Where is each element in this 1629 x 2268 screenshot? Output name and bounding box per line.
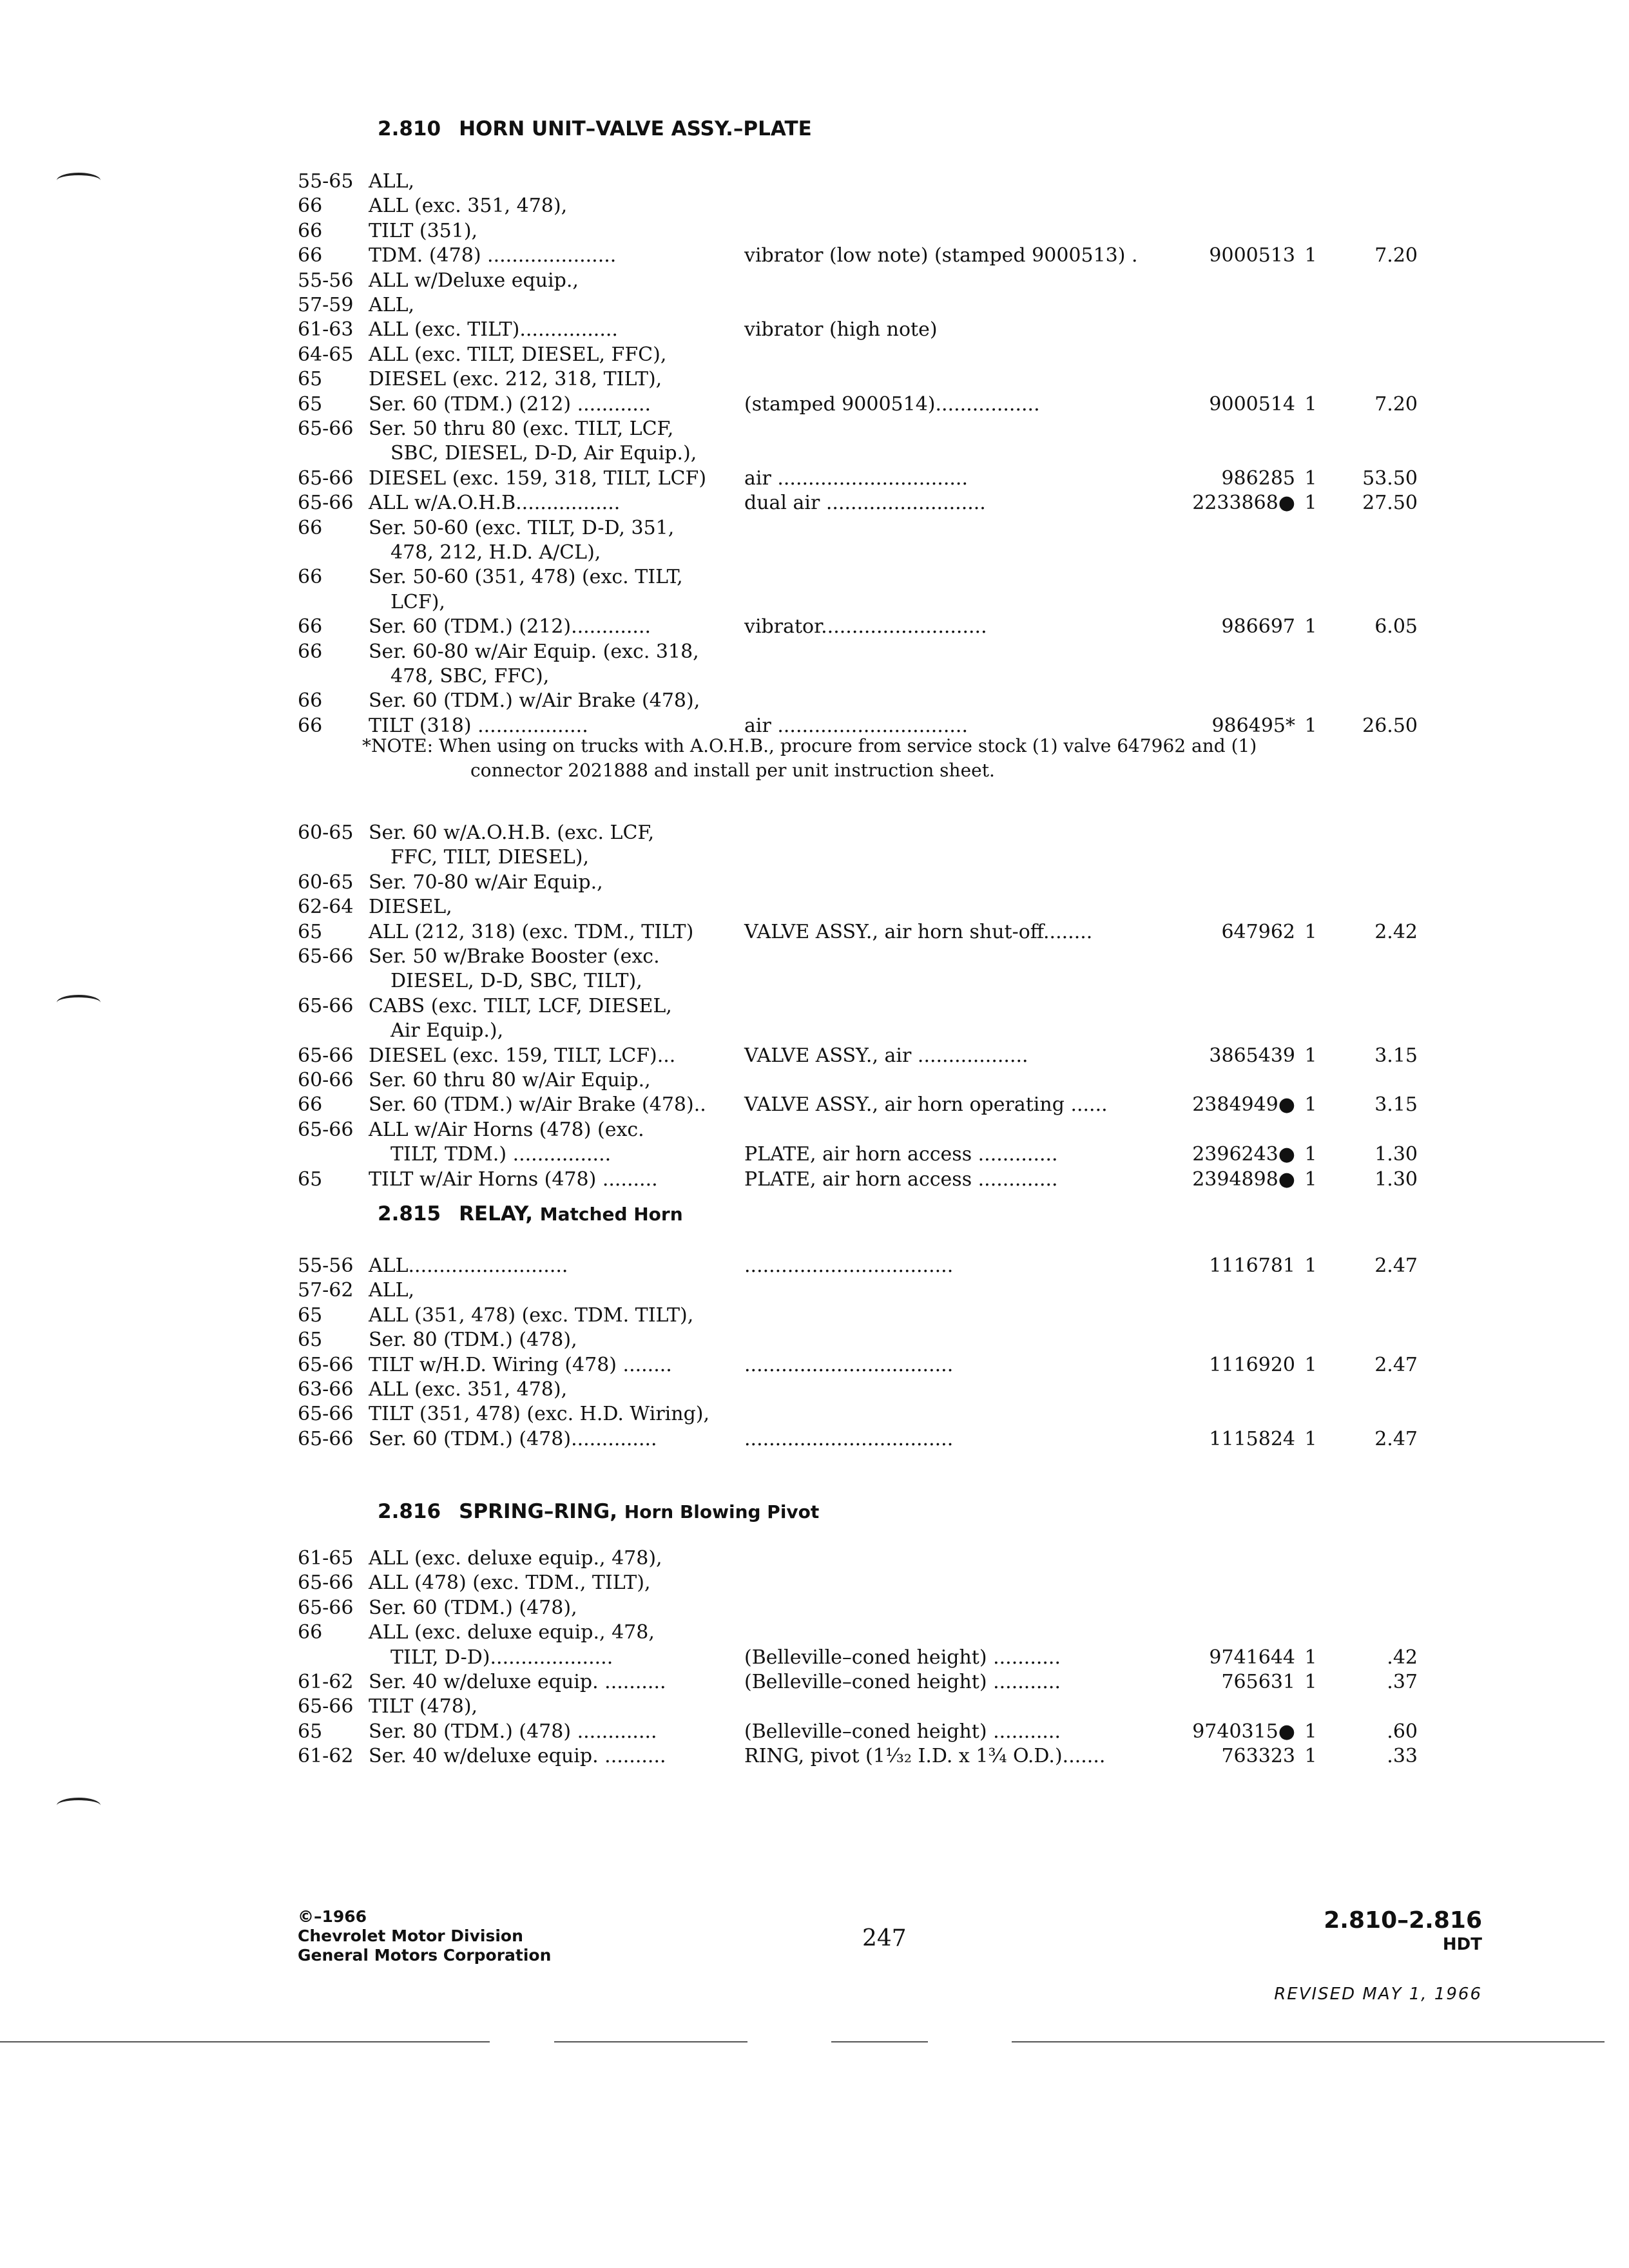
- description-cell: ..................................: [744, 1353, 954, 1376]
- price-cell: 6.05: [1374, 615, 1418, 639]
- table-row: [0, 318, 1629, 342]
- table-row: [0, 1168, 1629, 1192]
- years-cell: 65: [298, 1720, 323, 1743]
- divider: [0, 2041, 490, 2042]
- table-row: [0, 516, 1629, 541]
- years-cell: 66: [298, 689, 323, 713]
- table-row: [0, 491, 1629, 515]
- table-row: [0, 1254, 1629, 1278]
- description-cell: (Belleville–coned height) ...........: [744, 1671, 1061, 1693]
- description-cell: RING, pivot (1¹⁄₃₂ I.D. x 1³⁄₄ O.D.).......: [744, 1745, 1106, 1768]
- application-cell: Ser. 60 (TDM.) (478)..............: [369, 1427, 657, 1450]
- years-cell: 65-66: [298, 1596, 354, 1619]
- part-number-cell: 9000514: [1209, 392, 1295, 416]
- years-cell: 65-66: [298, 1044, 354, 1067]
- years-cell: 65-66: [298, 1571, 354, 1595]
- table-row: [0, 194, 1629, 218]
- application-cell: ALL (exc. deluxe equip., 478,: [369, 1621, 655, 1644]
- years-cell: 65-66: [298, 1695, 354, 1718]
- table-row: [0, 1646, 1629, 1670]
- description-cell: ..................................: [744, 1427, 954, 1450]
- years-cell: 65: [298, 1329, 323, 1352]
- table-row: [0, 1303, 1629, 1328]
- application-cell: Ser. 60 (TDM.) (212) ............: [369, 392, 651, 416]
- quantity-cell: 1: [1304, 492, 1317, 515]
- part-number-cell: 986495*: [1211, 714, 1295, 737]
- application-cell: Ser. 50 thru 80 (exc. TILT, LCF,: [369, 418, 674, 440]
- table-row: [0, 1118, 1629, 1142]
- application-cell: SBC, DIESEL, D-D, Air Equip.),: [390, 442, 697, 465]
- application-cell: Ser. 60 (TDM.) (212).............: [369, 615, 651, 639]
- quantity-cell: 1: [1304, 1168, 1317, 1191]
- table-row: [0, 1720, 1629, 1744]
- years-cell: 65-66: [298, 994, 354, 1017]
- revised-date: REVISED MAY 1, 1966: [1274, 1984, 1482, 2004]
- table-row: [0, 466, 1629, 491]
- part-number-cell: 1115824: [1209, 1427, 1295, 1450]
- table-row: [0, 1019, 1629, 1043]
- part-number-cell: 2233868●: [1192, 492, 1295, 515]
- table-row: [0, 895, 1629, 919]
- table-row: [0, 689, 1629, 713]
- section-number: 2.810: [378, 117, 441, 140]
- divider: [831, 2041, 928, 2042]
- application-cell: DIESEL (exc. 159, TILT, LCF)...: [369, 1044, 676, 1067]
- application-cell: ALL (351, 478) (exc. TDM. TILT),: [369, 1303, 694, 1327]
- division: Chevrolet Motor Division: [298, 1927, 523, 1945]
- table-row: [0, 1093, 1629, 1117]
- table-row: [0, 1378, 1629, 1402]
- application-cell: DIESEL,: [369, 896, 452, 919]
- quantity-cell: 1: [1304, 244, 1317, 267]
- table-row: [0, 969, 1629, 994]
- years-cell: 66: [298, 219, 323, 242]
- application-cell: 478, SBC, FFC),: [390, 665, 550, 687]
- application-cell: TILT, D-D)....................: [390, 1646, 613, 1669]
- quantity-cell: 1: [1304, 920, 1317, 943]
- application-cell: TILT (478),: [369, 1695, 478, 1718]
- years-cell: 57-59: [298, 294, 354, 316]
- application-cell: FFC, TILT, DIESEL),: [390, 846, 590, 869]
- years-cell: 65: [298, 1303, 323, 1327]
- years-cell: 55-65: [298, 170, 354, 193]
- divider: [554, 2041, 747, 2042]
- table-row: [0, 615, 1629, 639]
- section-range: 2.810–2.816: [1324, 1907, 1482, 1934]
- table-row: [0, 845, 1629, 870]
- quantity-cell: 1: [1304, 714, 1317, 737]
- years-cell: 64-65: [298, 343, 354, 366]
- application-cell: DIESEL (exc. 212, 318, TILT),: [369, 368, 662, 391]
- quantity-cell: 1: [1304, 1044, 1317, 1067]
- table-row: [0, 441, 1629, 466]
- quantity-cell: 1: [1304, 1646, 1317, 1669]
- description-cell: dual air ..........................: [744, 492, 986, 515]
- years-cell: 61-65: [298, 1547, 354, 1570]
- part-number-cell: 986285: [1221, 466, 1295, 490]
- price-cell: 2.42: [1374, 920, 1418, 943]
- application-cell: Ser. 50 w/Brake Booster (exc.: [369, 945, 660, 968]
- application-cell: ALL w/Deluxe equip.,: [369, 269, 579, 292]
- years-cell: 65-66: [298, 1427, 354, 1450]
- application-cell: Air Equip.),: [390, 1019, 504, 1043]
- table-row: [0, 269, 1629, 293]
- table-row: [0, 1670, 1629, 1695]
- years-cell: 66: [298, 640, 323, 663]
- years-cell: 55-56: [298, 1254, 354, 1277]
- part-number-cell: 986697: [1221, 615, 1295, 639]
- description-cell: vibrator (high note): [744, 318, 938, 341]
- application-cell: DIESEL, D-D, SBC, TILT),: [390, 970, 642, 993]
- years-cell: 61-62: [298, 1671, 354, 1693]
- application-cell: ALL..........................: [369, 1254, 568, 1277]
- years-cell: 66: [298, 1093, 323, 1117]
- description-cell: air ...............................: [744, 466, 968, 490]
- description-cell: VALVE ASSY., air horn operating ......: [744, 1093, 1108, 1117]
- table-row: [0, 392, 1629, 417]
- application-cell: ALL (212, 318) (exc. TDM., TILT): [369, 920, 694, 943]
- parts-note: *NOTE: When using on trucks with A.O.H.B., procure from service stock (1) valve 647962 and (1): [362, 735, 1257, 756]
- table-row: [0, 565, 1629, 590]
- application-cell: ALL (exc. 351, 478),: [369, 1378, 568, 1401]
- application-cell: ALL w/Air Horns (478) (exc.: [369, 1118, 644, 1141]
- application-cell: Ser. 60 (TDM.) w/Air Brake (478)..: [369, 1093, 706, 1117]
- part-number-cell: 2394898●: [1192, 1168, 1295, 1191]
- application-cell: ALL (exc. TILT, DIESEL, FFC),: [369, 343, 667, 366]
- application-cell: Ser. 40 w/deluxe equip. ..........: [369, 1745, 666, 1768]
- part-number-cell: 3865439: [1209, 1044, 1295, 1067]
- table-row: [0, 1427, 1629, 1452]
- years-cell: 66: [298, 516, 323, 539]
- description-cell: (Belleville–coned height) ...........: [744, 1720, 1061, 1743]
- years-cell: 65-66: [298, 466, 354, 490]
- table-row: [0, 590, 1629, 615]
- application-cell: TILT w/Air Horns (478) .........: [369, 1168, 658, 1191]
- years-cell: 66: [298, 1621, 323, 1644]
- table-row: [0, 1620, 1629, 1645]
- part-number-cell: 9740315●: [1192, 1720, 1295, 1743]
- table-row: [0, 1402, 1629, 1427]
- application-cell: TILT (318) ..................: [369, 714, 588, 737]
- table-row: [0, 994, 1629, 1019]
- price-cell: 26.50: [1362, 714, 1418, 737]
- table-row: [0, 945, 1629, 969]
- years-cell: 55-56: [298, 269, 354, 292]
- part-number-cell: 2384949●: [1192, 1093, 1295, 1117]
- price-cell: 1.30: [1374, 1168, 1418, 1191]
- page-number: 247: [862, 1925, 907, 1952]
- years-cell: 60-66: [298, 1069, 354, 1091]
- part-number-cell: 2396243●: [1192, 1143, 1295, 1166]
- table-row: [0, 1278, 1629, 1303]
- application-cell: Ser. 60-80 w/Air Equip. (exc. 318,: [369, 640, 699, 663]
- price-cell: .33: [1387, 1745, 1418, 1768]
- table-row: [0, 1353, 1629, 1378]
- price-cell: 2.47: [1374, 1353, 1418, 1376]
- price-cell: 3.15: [1374, 1093, 1418, 1117]
- price-cell: .37: [1387, 1671, 1418, 1693]
- application-cell: Ser. 40 w/deluxe equip. ..........: [369, 1671, 666, 1693]
- table-row: [0, 1546, 1629, 1571]
- application-cell: Ser. 60 (TDM.) (478),: [369, 1596, 577, 1619]
- application-cell: ALL (478) (exc. TDM., TILT),: [369, 1571, 651, 1595]
- years-cell: 60-65: [298, 870, 354, 894]
- years-cell: 65-66: [298, 1403, 354, 1426]
- section-title: HORN UNIT–VALVE ASSY.–PLATE: [459, 117, 812, 140]
- quantity-cell: 1: [1304, 1427, 1317, 1450]
- corporation: General Motors Corporation: [298, 1946, 552, 1965]
- table-row: [0, 541, 1629, 565]
- price-cell: 2.47: [1374, 1254, 1418, 1277]
- section-title: SPRING–RING,: [459, 1500, 617, 1523]
- table-row: [0, 920, 1629, 945]
- footer-section-ref: [1324, 1907, 1482, 1955]
- years-cell: 65-66: [298, 1353, 354, 1376]
- years-cell: 65-66: [298, 945, 354, 968]
- application-cell: DIESEL (exc. 159, 318, TILT, LCF): [369, 466, 707, 490]
- part-number-cell: 1116920: [1209, 1353, 1295, 1376]
- footer-publisher: [298, 1907, 551, 1965]
- years-cell: 66: [298, 195, 323, 218]
- application-cell: ALL w/A.O.H.B.................: [369, 492, 621, 515]
- table-row: [0, 219, 1629, 244]
- table-row: [0, 1695, 1629, 1719]
- quantity-cell: 1: [1304, 1745, 1317, 1768]
- quantity-cell: 1: [1304, 1671, 1317, 1693]
- parts-note-continued: connector 2021888 and install per unit instruction sheet.: [470, 760, 995, 781]
- application-cell: Ser. 80 (TDM.) (478),: [369, 1329, 577, 1352]
- description-cell: (stamped 9000514).................: [744, 392, 1040, 416]
- table-row: [0, 821, 1629, 845]
- description-cell: vibrator (low note) (stamped 9000513) .: [744, 244, 1138, 267]
- section-number: 2.815: [378, 1202, 441, 1225]
- application-cell: Ser. 80 (TDM.) (478) .............: [369, 1720, 657, 1743]
- years-cell: 66: [298, 615, 323, 639]
- table-row: [0, 293, 1629, 318]
- application-cell: Ser. 60 thru 80 w/Air Equip.,: [369, 1069, 651, 1091]
- price-cell: 7.20: [1374, 392, 1418, 416]
- table-row: [0, 244, 1629, 268]
- application-cell: TILT w/H.D. Wiring (478) ........: [369, 1353, 672, 1376]
- part-number-cell: 9000513: [1209, 244, 1295, 267]
- quantity-cell: 1: [1304, 1353, 1317, 1376]
- quantity-cell: 1: [1304, 466, 1317, 490]
- price-cell: 27.50: [1362, 492, 1418, 515]
- table-row: [0, 640, 1629, 664]
- table-row: [0, 1328, 1629, 1352]
- years-cell: 65-66: [298, 1118, 354, 1141]
- table-row: [0, 1142, 1629, 1167]
- quantity-cell: 1: [1304, 1093, 1317, 1117]
- quantity-cell: 1: [1304, 615, 1317, 639]
- part-number-cell: 9741644: [1209, 1646, 1295, 1669]
- quantity-cell: 1: [1304, 392, 1317, 416]
- application-cell: ALL (exc. TILT)................: [369, 318, 618, 341]
- description-cell: PLATE, air horn access .............: [744, 1143, 1058, 1166]
- years-cell: 65: [298, 392, 323, 416]
- years-cell: 62-64: [298, 896, 354, 919]
- years-cell: 65-66: [298, 492, 354, 515]
- table-row: [0, 870, 1629, 895]
- description-cell: vibrator...........................: [744, 615, 987, 639]
- table-row: [0, 1068, 1629, 1093]
- application-cell: Ser. 60 (TDM.) w/Air Brake (478),: [369, 689, 700, 713]
- application-cell: ALL,: [369, 294, 415, 316]
- years-cell: 57-62: [298, 1279, 354, 1302]
- description-cell: VALVE ASSY., air ..................: [744, 1044, 1028, 1067]
- years-cell: 60-65: [298, 822, 354, 844]
- part-number-cell: 765631: [1221, 1671, 1295, 1693]
- application-cell: ALL (exc. 351, 478),: [369, 195, 568, 218]
- years-cell: 61-62: [298, 1745, 354, 1768]
- table-row: [0, 1044, 1629, 1068]
- section-subtitle: Horn Blowing Pivot: [624, 1501, 820, 1523]
- table-row: [0, 343, 1629, 367]
- section-number: 2.816: [378, 1500, 441, 1523]
- description-cell: (Belleville–coned height) ...........: [744, 1646, 1061, 1669]
- application-cell: 478, 212, H.D. A/CL),: [390, 541, 601, 564]
- years-cell: 65-66: [298, 418, 354, 440]
- part-number-cell: 1116781: [1209, 1254, 1295, 1277]
- copyright: ©–1966: [298, 1907, 367, 1926]
- price-cell: 3.15: [1374, 1044, 1418, 1067]
- category: HDT: [1442, 1935, 1482, 1954]
- years-cell: 65: [298, 920, 323, 943]
- price-cell: .42: [1387, 1646, 1418, 1669]
- price-cell: 7.20: [1374, 244, 1418, 267]
- application-cell: TILT, TDM.) ................: [390, 1143, 612, 1166]
- years-cell: 65: [298, 1168, 323, 1191]
- part-number-cell: 647962: [1221, 920, 1295, 943]
- years-cell: 63-66: [298, 1378, 354, 1401]
- price-cell: 2.47: [1374, 1427, 1418, 1450]
- quantity-cell: 1: [1304, 1254, 1317, 1277]
- description-cell: PLATE, air horn access .............: [744, 1168, 1058, 1191]
- part-number-cell: 763323: [1221, 1745, 1295, 1768]
- table-row: [0, 169, 1629, 194]
- description-cell: VALVE ASSY., air horn shut-off........: [744, 920, 1093, 943]
- application-cell: ALL,: [369, 170, 415, 193]
- application-cell: LCF),: [390, 590, 445, 613]
- description-cell: air ...............................: [744, 714, 968, 737]
- application-cell: TILT (351),: [369, 219, 478, 242]
- section-title: RELAY,: [459, 1202, 533, 1225]
- years-cell: 66: [298, 244, 323, 267]
- price-cell: .60: [1387, 1720, 1418, 1743]
- application-cell: Ser. 60 w/A.O.H.B. (exc. LCF,: [369, 822, 655, 844]
- application-cell: TDM. (478) .....................: [369, 244, 617, 267]
- price-cell: 1.30: [1374, 1143, 1418, 1166]
- table-row: [0, 1571, 1629, 1595]
- application-cell: CABS (exc. TILT, LCF, DIESEL,: [369, 994, 672, 1017]
- application-cell: Ser. 50-60 (exc. TILT, D-D, 351,: [369, 516, 675, 539]
- years-cell: 61-63: [298, 318, 354, 341]
- divider: [1012, 2041, 1605, 2042]
- table-row: [0, 664, 1629, 689]
- description-cell: ..................................: [744, 1254, 954, 1277]
- table-row: [0, 367, 1629, 392]
- application-cell: TILT (351, 478) (exc. H.D. Wiring),: [369, 1403, 710, 1426]
- application-cell: ALL,: [369, 1279, 415, 1302]
- quantity-cell: 1: [1304, 1720, 1317, 1743]
- application-cell: Ser. 70-80 w/Air Equip.,: [369, 870, 603, 894]
- years-cell: 66: [298, 714, 323, 737]
- table-row: [0, 1744, 1629, 1769]
- application-cell: ALL (exc. deluxe equip., 478),: [369, 1547, 662, 1570]
- years-cell: 65: [298, 368, 323, 391]
- section-subtitle: Matched Horn: [539, 1204, 683, 1225]
- table-row: [0, 714, 1629, 738]
- quantity-cell: 1: [1304, 1143, 1317, 1166]
- price-cell: 53.50: [1362, 466, 1418, 490]
- table-row: [0, 1596, 1629, 1620]
- table-row: [0, 417, 1629, 441]
- application-cell: Ser. 50-60 (351, 478) (exc. TILT,: [369, 566, 683, 589]
- years-cell: 66: [298, 566, 323, 589]
